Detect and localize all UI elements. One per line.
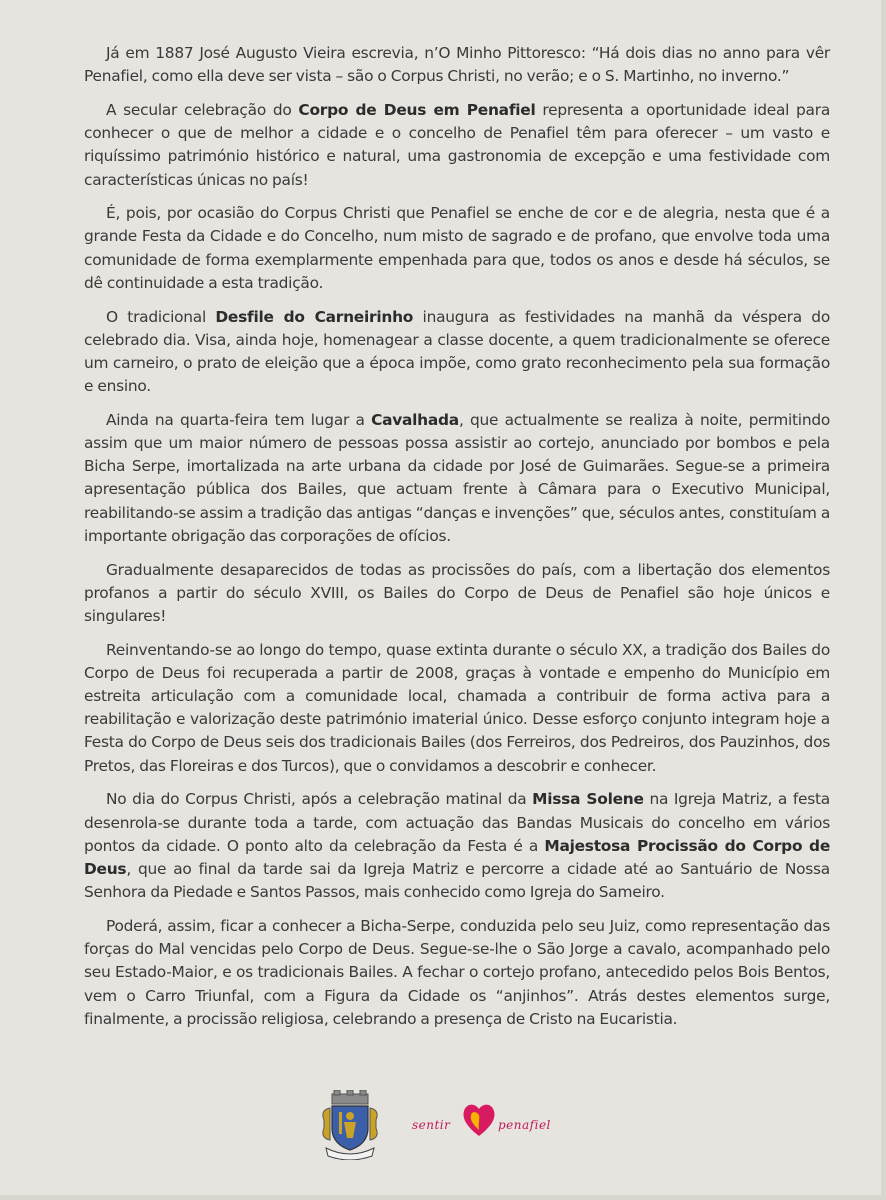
text-run: representa a oportunidade ideal para conhecer o que de melhor a cidade e o concelho de Penafiel têm para oferecer – um vasto e riquíssimo património histórico e natural, uma gastronomia de excepção e uma festividade com características únicas no país! [84,100,830,189]
text-run: , que ao final da tarde sai da Igreja Matriz e percorre a cidade até ao Santuário de Nossa Senhora da Piedade e Santos Passos, mais conhecido como Igreja do Sameiro. [84,860,830,902]
sentir-penafiel-logo [410,1100,570,1144]
text-run: O tradicional [106,307,216,326]
text-run: Ainda na quarta-feira tem lugar a [106,410,372,429]
text-run: Gradualmente desaparecidos de todas as procissões do país, com a libertação dos elementos profanos a partir do século XVIII, os Bailes do Corpo de Deus de Penafiel são hoje únicos e singulares! [84,560,830,625]
text-run: É, pois, por ocasião do Corpus Christi que Penafiel se enche de cor e de alegria, nesta que é a grande Festa da Cidade e do Concelho, num misto de sagrado e de profano, que envolve toda uma comunidade de forma exemplarmente empenhada para que, todos os anos e desde há séculos, se dê continuidade a esta tradição. [84,204,830,292]
highlight-term: Cavalhada [371,410,459,429]
text-run: No dia do Corpus Christi, após a celebração matinal da [106,790,533,809]
paragraph-7 [84,639,830,778]
text-run: Reinventando-se ao longo do tempo, quase extinta durante o século XX, a tradição dos Bailes do Corpo de Deus foi recuperada a partir de 2008, graças à vontade e empenho do Município em estreita articulação com a comunidade local, chamada a contribuir de forma activa para a reabilitação e valorização deste património imaterial único. Desse esforço conjunto integram hoje a Festa do Corpo de Deus seis dos tradicionais Bailes (dos Ferreiros, dos Pedreiros, dos Pauzinhos, dos Pretos, das Floreiras e dos Turcos), que o convidamos a descobrir e conhecer. [84,640,830,775]
paragraph-9 [84,915,830,1031]
highlight-term: Desfile do Carneirinho [215,307,414,326]
text-run: inaugura as festividades na manhã da véspera do celebrado dia. Visa, ainda hoje, homenagear a classe docente, a quem tradicionalmente se oferece um carneiro, o prato de eleição que a época impõe, como grato reconhecimento pela sua formação e ensino. [84,307,830,396]
highlight-term: Missa Solene [532,790,644,809]
brand-word-penafiel: penafiel [498,1118,551,1132]
highlight-term: Corpo de Deus em Penafiel [298,100,536,119]
paragraph-8 [84,788,830,904]
brand-word-sentir: sentir [412,1118,451,1132]
paragraph-6 [84,559,830,629]
text-run: Poderá, assim, ficar a conhecer a Bicha-Serpe, conduzida pelo seu Juiz, como representação das forças do Mal vencidas pelo Corpo de Deus. Segue-se-lhe o São Jorge a cavalo, acompanhado pelo seu Estado-Maior, e os tradicionais Bailes. A fechar o cortejo profano, antecedido pelos Bois Bentos, vem o Carro Triunfal, com a Figura da Cidade os “anjinhos”. Atrás destes elementos surge, finalmente, a procissão religiosa, celebrando a presença de Cristo na Eucaristia. [84,916,830,1028]
paragraph-5 [84,409,830,548]
footer [0,1090,886,1160]
text-run: A secular celebração do [106,100,299,119]
paragraph-1 [84,42,830,88]
highlight-term: Majestosa Procissão do Corpo de Deus [84,836,831,878]
paragraph-2 [84,99,830,192]
text-run: Já em 1887 José Augusto Vieira escrevia, n’O Minho Pittoresco: “Há dois dias no anno para vêr Penafiel, como ella deve ser vista – são o Corpus Christi, no verão; e o S. Martinho, no inverno.” [84,44,830,86]
body-text [84,42,830,1041]
municipal-crest-icon [318,1090,382,1160]
heart-icon [462,1102,496,1138]
paragraph-4 [84,306,830,399]
paragraph-3 [84,202,830,295]
text-run: , que actualmente se realiza à noite, permitindo assim que um maior número de pessoas possa assistir ao cortejo, anunciado por bombos e pela Bicha Serpe, imortalizada na arte urbana da cidade por José de Guimarães. Segue-se a primeira apresentação pública dos Bailes, que actuam frente à Câmara para o Executivo Municipal, reabilitando-se assim a tradição das antigas “danças e invenções” que, séculos antes, constituíam a importante obrigação das corporações de ofícios. [84,410,831,545]
text-run: na Igreja Matriz, a festa desenrola-se durante toda a tarde, com actuação das Bandas Musicais do concelho em vários pontos da cidade. O ponto alto da celebração da Festa é a [84,790,830,855]
